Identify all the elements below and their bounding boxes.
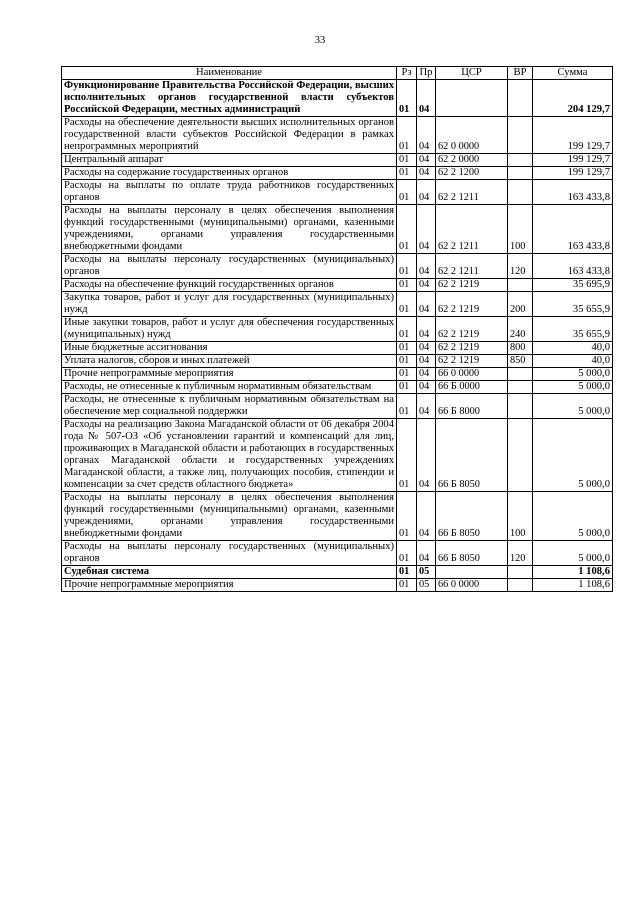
row-vr: 200	[508, 292, 533, 317]
table-row	[62, 279, 613, 292]
row-csr: 62 2 1219	[436, 342, 508, 355]
row-rz: 01	[397, 579, 417, 592]
row-csr: 66 0 0000	[436, 579, 508, 592]
table-row	[62, 167, 613, 180]
row-name: Расходы на выплаты персоналу государственных (муниципальных) органов	[62, 254, 397, 279]
row-csr: 62 2 1219	[436, 292, 508, 317]
row-csr: 66 Б 8000	[436, 394, 508, 419]
row-csr: 62 2 0000	[436, 154, 508, 167]
table-row	[62, 80, 613, 117]
row-pr: 04	[417, 419, 436, 492]
header-name: Наименование	[62, 67, 397, 80]
row-sum: 163 433,8	[533, 254, 613, 279]
row-sum: 35 655,9	[533, 317, 613, 342]
row-rz: 01	[397, 167, 417, 180]
row-rz: 01	[397, 154, 417, 167]
row-csr	[436, 80, 508, 117]
row-rz: 01	[397, 80, 417, 117]
row-pr: 04	[417, 541, 436, 566]
row-pr: 04	[417, 117, 436, 154]
row-rz: 01	[397, 492, 417, 541]
row-rz: 01	[397, 317, 417, 342]
row-csr: 62 2 1211	[436, 205, 508, 254]
row-csr: 62 2 1219	[436, 355, 508, 368]
row-rz: 01	[397, 355, 417, 368]
row-sum: 199 129,7	[533, 154, 613, 167]
row-vr: 850	[508, 355, 533, 368]
row-sum: 5 000,0	[533, 419, 613, 492]
row-vr	[508, 279, 533, 292]
row-csr	[436, 566, 508, 579]
row-name: Иные бюджетные ассигнования	[62, 342, 397, 355]
row-pr: 04	[417, 254, 436, 279]
row-name: Прочие непрограммные мероприятия	[62, 368, 397, 381]
row-csr: 62 2 1200	[436, 167, 508, 180]
table-row	[62, 117, 613, 154]
row-rz: 01	[397, 292, 417, 317]
row-sum: 199 129,7	[533, 167, 613, 180]
row-vr	[508, 381, 533, 394]
row-pr: 04	[417, 180, 436, 205]
row-vr: 120	[508, 541, 533, 566]
table-row	[62, 342, 613, 355]
row-name: Уплата налогов, сборов и иных платежей	[62, 355, 397, 368]
row-name: Иные закупки товаров, работ и услуг для обеспечения государственных (муниципальных) нужд	[62, 317, 397, 342]
row-sum: 5 000,0	[533, 368, 613, 381]
row-pr: 04	[417, 492, 436, 541]
row-csr: 62 2 1219	[436, 279, 508, 292]
row-rz: 01	[397, 180, 417, 205]
row-sum: 40,0	[533, 355, 613, 368]
row-vr	[508, 579, 533, 592]
row-csr: 66 Б 8050	[436, 419, 508, 492]
row-pr: 04	[417, 368, 436, 381]
row-vr: 240	[508, 317, 533, 342]
row-pr: 04	[417, 317, 436, 342]
page-number: 33	[314, 35, 326, 46]
row-pr: 04	[417, 342, 436, 355]
row-pr: 04	[417, 381, 436, 394]
row-pr: 04	[417, 279, 436, 292]
row-sum: 5 000,0	[533, 381, 613, 394]
row-name: Расходы, не отнесенные к публичным нормативным обязательствам	[62, 381, 397, 394]
table-row	[62, 579, 613, 592]
row-csr: 66 Б 0000	[436, 381, 508, 394]
row-rz: 01	[397, 566, 417, 579]
row-pr: 04	[417, 292, 436, 317]
row-sum: 5 000,0	[533, 541, 613, 566]
row-rz: 01	[397, 279, 417, 292]
row-vr	[508, 117, 533, 154]
row-name: Расходы на выплаты персоналу государственных (муниципальных) органов	[62, 541, 397, 566]
table-row	[62, 355, 613, 368]
row-pr: 05	[417, 579, 436, 592]
row-vr	[508, 368, 533, 381]
table-row	[62, 317, 613, 342]
row-sum: 1 108,6	[533, 566, 613, 579]
row-sum: 5 000,0	[533, 394, 613, 419]
row-vr: 100	[508, 492, 533, 541]
table-row	[62, 154, 613, 167]
table-row	[62, 419, 613, 492]
row-vr	[508, 566, 533, 579]
row-vr	[508, 154, 533, 167]
row-sum: 35 695,9	[533, 279, 613, 292]
row-name: Центральный аппарат	[62, 154, 397, 167]
table-row	[62, 394, 613, 419]
table-row	[62, 381, 613, 394]
row-pr: 05	[417, 566, 436, 579]
row-csr: 62 2 1219	[436, 317, 508, 342]
row-rz: 01	[397, 205, 417, 254]
table-row	[62, 566, 613, 579]
row-name: Прочие непрограммные мероприятия	[62, 579, 397, 592]
row-sum: 1 108,6	[533, 579, 613, 592]
row-name: Расходы на выплаты по оплате труда работников государственных органов	[62, 180, 397, 205]
row-pr: 04	[417, 394, 436, 419]
row-vr	[508, 167, 533, 180]
header-pr: Пр	[417, 67, 436, 80]
row-sum: 163 433,8	[533, 180, 613, 205]
row-rz: 01	[397, 419, 417, 492]
row-name: Расходы на выплаты персоналу в целях обеспечения выполнения функций государственными (муниципальными) органами, казенными учреждениями, органами управления государственными внебюджетными фондами	[62, 205, 397, 254]
row-csr: 62 2 1211	[436, 180, 508, 205]
row-name: Расходы, не отнесенные к публичным нормативным обязательствам на обеспечение мер социальной поддержки	[62, 394, 397, 419]
row-pr: 04	[417, 355, 436, 368]
row-vr	[508, 80, 533, 117]
row-name: Расходы на обеспечение функций государственных органов	[62, 279, 397, 292]
row-name: Расходы на обеспечение деятельности высших исполнительных органов государственной власти субъектов Российской Федерации в рамках непрограммных мероприятий	[62, 117, 397, 154]
table-row	[62, 205, 613, 254]
row-sum: 40,0	[533, 342, 613, 355]
header-row	[62, 67, 613, 80]
row-csr: 66 0 0000	[436, 368, 508, 381]
row-name: Расходы на выплаты персоналу в целях обеспечения выполнения функций государственными (муниципальными) органами, казенными учреждениями, органами управления государственными внебюджетными фондами	[62, 492, 397, 541]
budget-table	[61, 66, 613, 592]
row-sum: 35 655,9	[533, 292, 613, 317]
row-vr: 100	[508, 205, 533, 254]
table-row	[62, 180, 613, 205]
row-vr	[508, 180, 533, 205]
row-pr: 04	[417, 154, 436, 167]
table-row	[62, 541, 613, 566]
row-sum: 5 000,0	[533, 492, 613, 541]
row-pr: 04	[417, 167, 436, 180]
header-vr: ВР	[508, 67, 533, 80]
table-row	[62, 254, 613, 279]
row-sum: 204 129,7	[533, 80, 613, 117]
row-name: Расходы на реализацию Закона Магаданской области от 06 декабря 2004 года № 507-ОЗ «Об установлении гарантий и компенсаций для лиц, проживающих в Магаданской области и работающих в государственных органах Магаданской области и государственных учреждениях Магаданской области, а также лиц, получающих пособия, стипендии и компенсации за счет средств областного бюджета»	[62, 419, 397, 492]
row-csr: 62 2 1211	[436, 254, 508, 279]
row-name: Функционирование Правительства Российской Федерации, высших исполнительных органов государственной власти субъектов Российской Федерации, местных администраций	[62, 80, 397, 117]
row-csr: 62 0 0000	[436, 117, 508, 154]
row-name: Закупка товаров, работ и услуг для государственных (муниципальных) нужд	[62, 292, 397, 317]
table-row	[62, 368, 613, 381]
row-name: Судебная система	[62, 566, 397, 579]
row-csr: 66 Б 8050	[436, 541, 508, 566]
row-pr: 04	[417, 80, 436, 117]
row-vr	[508, 394, 533, 419]
header-rz: Рз	[397, 67, 417, 80]
row-rz: 01	[397, 381, 417, 394]
row-rz: 01	[397, 254, 417, 279]
row-rz: 01	[397, 541, 417, 566]
row-vr: 800	[508, 342, 533, 355]
row-sum: 199 129,7	[533, 117, 613, 154]
header-csr: ЦСР	[436, 67, 508, 80]
row-vr: 120	[508, 254, 533, 279]
row-rz: 01	[397, 342, 417, 355]
row-name: Расходы на содержание государственных органов	[62, 167, 397, 180]
row-vr	[508, 419, 533, 492]
table-row	[62, 292, 613, 317]
row-sum: 163 433,8	[533, 205, 613, 254]
row-pr: 04	[417, 205, 436, 254]
row-rz: 01	[397, 394, 417, 419]
row-rz: 01	[397, 117, 417, 154]
table-row	[62, 492, 613, 541]
row-csr: 66 Б 8050	[436, 492, 508, 541]
row-rz: 01	[397, 368, 417, 381]
header-sum: Сумма	[533, 67, 613, 80]
